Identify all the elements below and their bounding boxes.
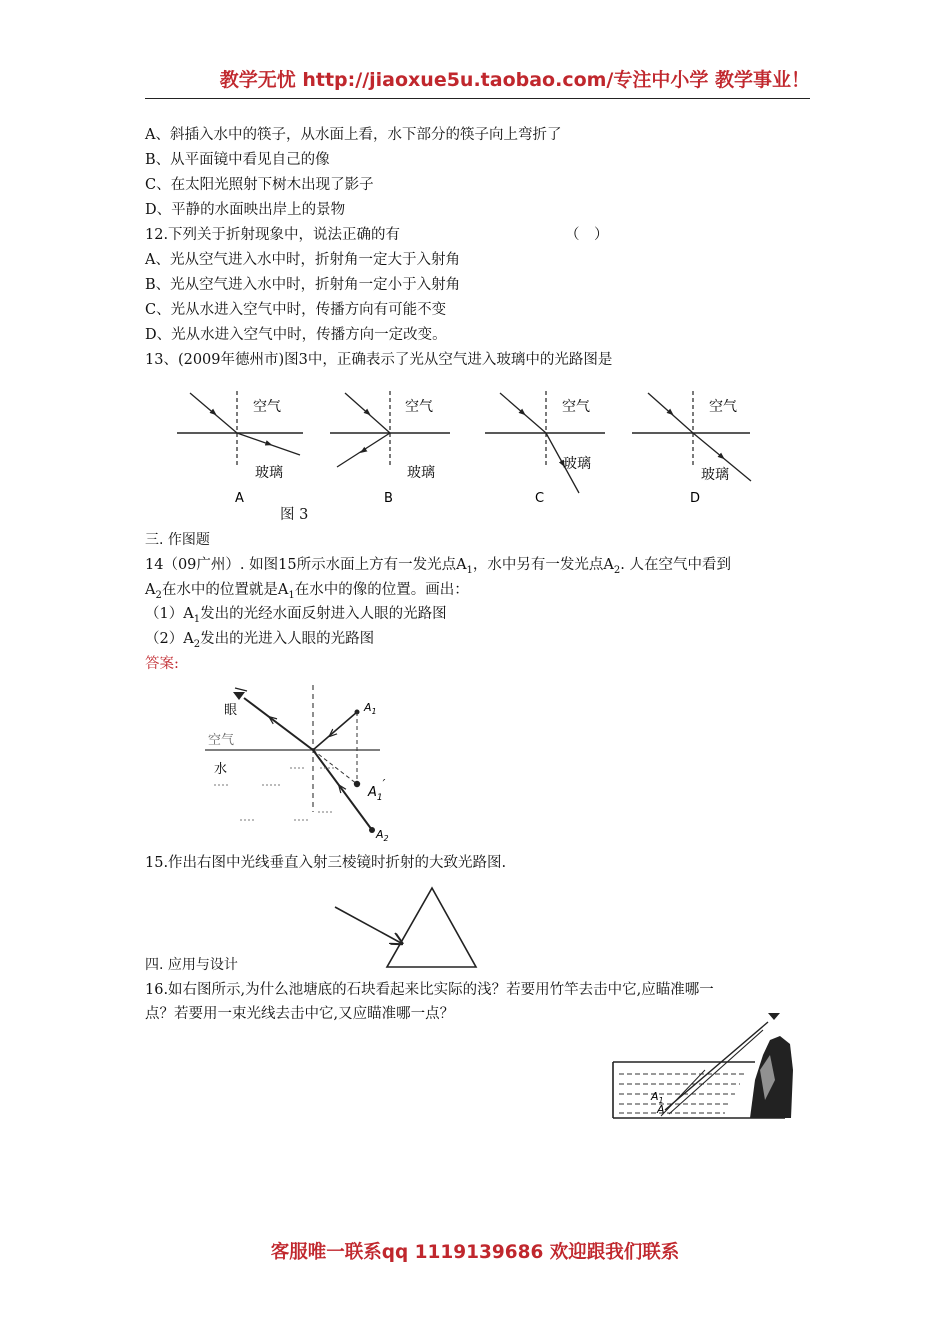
diagram-a-air: 空气	[253, 399, 281, 415]
fig16-a1-label: $A_1$	[651, 1090, 664, 1105]
diagram-b-glass: 玻璃	[407, 465, 435, 481]
q14-answer-figure	[200, 680, 400, 845]
fig14-a1-prime-label: $A_1'$	[368, 777, 386, 803]
q14-line-2-sub-1: 2	[155, 589, 162, 601]
page-footer: 客服唯一联系qq 1119139686 欢迎跟我们联系	[270, 1242, 680, 1263]
q12-option-c: C、光从水进入空气中时，传播方向有可能不变	[145, 302, 447, 318]
diagram-a-glass: 玻璃	[255, 465, 283, 481]
q12-option-a: A、光从空气进入水中时，折射角一定大于入射角	[145, 252, 460, 268]
fig14-water-label: 水	[214, 762, 228, 777]
q14-line-2-part-1: A	[145, 582, 156, 598]
q11-option-c: C、在太阳光照射下树木出现了影子	[145, 177, 374, 193]
diagram-b-air: 空气	[405, 399, 433, 415]
q12-stem	[145, 225, 609, 245]
diagram-a-label: A	[235, 491, 244, 506]
diagram-d-glass: 玻璃	[701, 467, 729, 483]
q11-option-d: D、平静的水面映出岸上的景物	[145, 202, 346, 218]
figure-3-light-paths	[165, 385, 765, 525]
q14-line-1	[145, 555, 731, 581]
diagram-d-air: 空气	[709, 399, 737, 415]
q12-option-b: B、光从空气进入水中时，折射角一定小于入射角	[145, 277, 461, 293]
q16-line-1: 16.如右图所示,为什么池塘底的石块看起来比实际的浅？若要用竹竿去击中它,应瞄准哪一	[145, 982, 714, 998]
fig14-a2-label: $A_2$	[376, 828, 389, 843]
q12-answer-bracket: （ ）	[565, 227, 609, 243]
q14-line-1-part-3: . 人在空气中看到	[620, 557, 731, 573]
diagram-c-air: 空气	[562, 399, 590, 415]
q11-option-a: A、斜插入水中的筷子，从水面上看，水下部分的筷子向上弯折了	[145, 127, 562, 143]
q14-answer-label: 答案:	[145, 656, 179, 672]
section-3-title: 三. 作图题	[145, 532, 210, 548]
page-header	[145, 66, 810, 99]
diagram-d-label: D	[690, 491, 701, 506]
q14-item-1-part-2: 发出的光经水面反射进入人眼的光路图	[200, 606, 447, 622]
q11-option-b: B、从平面镜中看见自己的像	[145, 152, 330, 168]
fig14-eye-label: 眼	[224, 703, 238, 718]
q15-prism-figure	[330, 885, 490, 975]
diagram-b	[330, 391, 450, 506]
fig14-a1-label: $A_1$	[364, 701, 377, 716]
q13-stem: 13、(2009年德州市)图3中，正确表示了光从空气进入玻璃中的光路图是	[145, 352, 613, 368]
eye-icon	[233, 692, 245, 700]
q12-stem-text: 12.下列关于折射现象中，说法正确的有	[145, 227, 401, 243]
diagram-d	[632, 391, 751, 506]
q14-line-2-sub-2: 1	[288, 589, 295, 601]
diagram-c-label: C	[535, 491, 545, 506]
q14-item-1-sub: 1	[193, 613, 201, 625]
q16-pond-figure	[605, 1010, 800, 1120]
eye-icon-2	[768, 1013, 780, 1020]
diagram-a	[177, 391, 303, 506]
q14-item-1	[145, 604, 447, 630]
figure-3-caption: 图 3	[280, 507, 309, 523]
incident-ray	[335, 907, 401, 943]
q14-item-2	[145, 629, 374, 655]
q14-item-1-part-1: （1）A	[145, 606, 194, 622]
fig14-air-label: 空气	[208, 733, 235, 748]
q12-option-d: D、光从水进入空气中时，传播方向一定改变。	[145, 327, 447, 343]
q14-line-1-sub-2: 2	[613, 564, 621, 576]
q14-line-2-part-2: 在水中的位置就是A	[161, 582, 289, 598]
diagram-c	[485, 391, 605, 506]
header-text: 教学无忧 http://jiaoxue5u.taobao.com/专注中小学 教学事业！	[219, 69, 810, 91]
q14-item-2-part-2: 发出的光进入人眼的光路图	[200, 631, 375, 647]
prism-triangle	[387, 888, 476, 967]
diagram-b-label: B	[384, 491, 393, 506]
q14-line-2-part-3: 在水中的像的位置。画出：	[294, 582, 469, 598]
q15-stem: 15.作出右图中光线垂直入射三棱镜时折射的大致光路图.	[145, 855, 507, 871]
section-4-title: 四. 应用与设计	[145, 957, 238, 973]
q14-item-2-sub: 2	[193, 638, 201, 650]
q14-line-1-part-1: 14（09广州）. 如图15所示水面上方有一发光点A	[145, 557, 467, 573]
diagram-c-glass: 玻璃	[563, 456, 591, 472]
q14-line-1-part-2: ，水中另有一发光点A	[472, 557, 614, 573]
q14-line-1-sub-1: 1	[466, 564, 473, 576]
q14-line-2	[145, 580, 469, 606]
fig16-a-label: A	[657, 1103, 665, 1116]
q16-line-2: 点？若要用一束光线去击中它,又应瞄准哪一点？	[145, 1006, 455, 1022]
q14-item-2-part-1: （2）A	[145, 631, 194, 647]
